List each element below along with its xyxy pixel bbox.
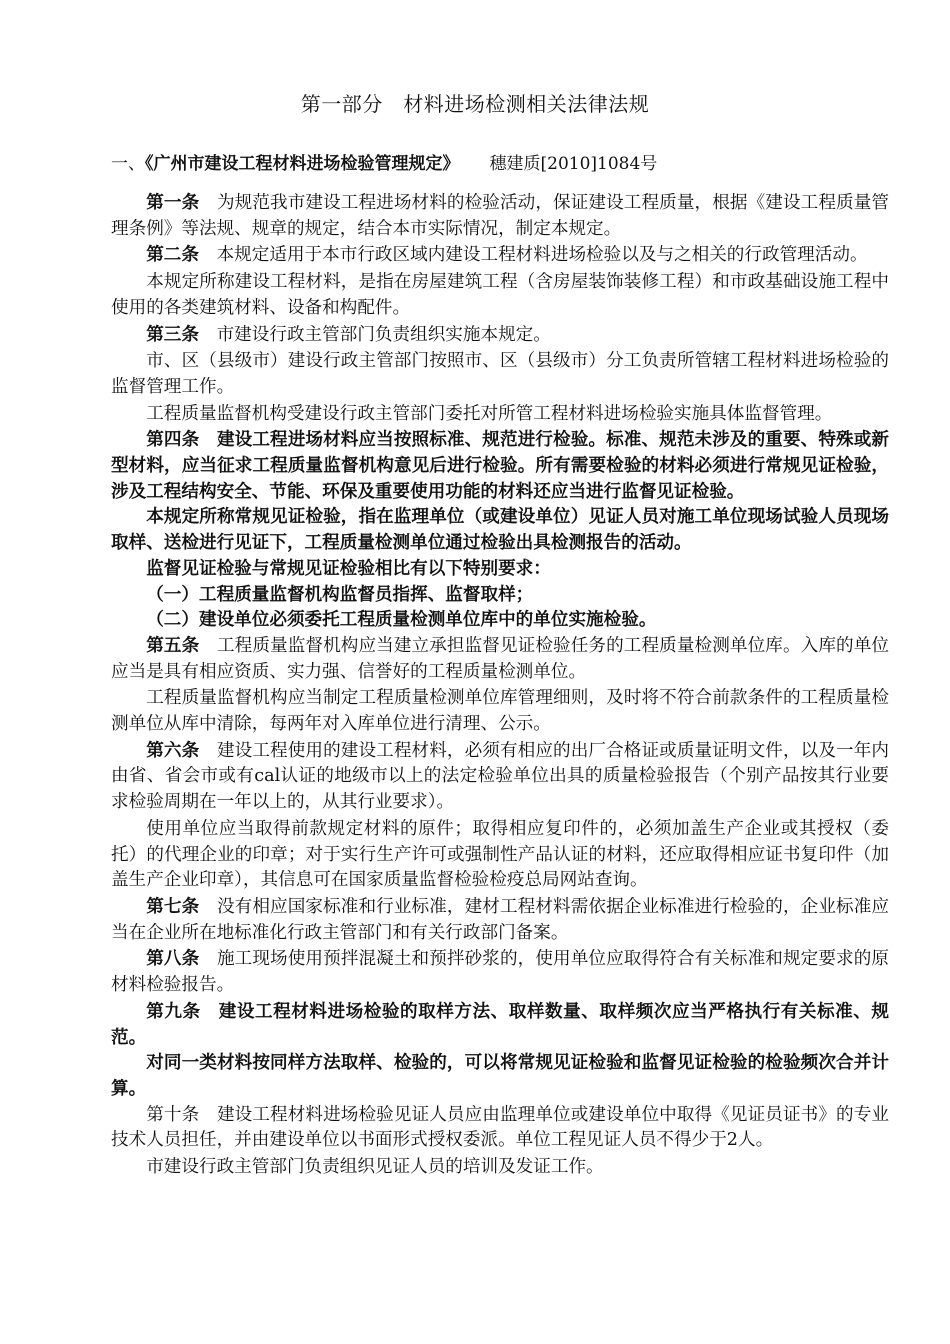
section-heading	[111, 149, 911, 174]
paragraph-text: 建设工程材料进场检验的取样方法、取样数量、取样频次应当严格执行有关标准、规范。	[111, 1000, 889, 1048]
paragraph-text: 建设工程使用的建设工程材料，必须有相应的出厂合格证或质量证明文件，以及一年内由省、省会市或有cal认证的地级市以上的法定检验单位出具的质量检验报告（个别产品按其行业要求检验周期在一年以上的，从其行业要求）。	[111, 740, 889, 813]
article-paragraph	[111, 269, 889, 321]
article-paragraph	[111, 685, 889, 737]
paragraph-text: 本规定适用于本市行政区域内建设工程材料进场检验以及与之相关的行政管理活动。	[198, 245, 868, 266]
article-paragraph	[111, 427, 889, 504]
article-paragraph	[111, 816, 889, 894]
paragraph-text: 本规定所称建设工程材料，是指在房屋建筑工程（含房屋装饰装修工程）和市政基础设施工程中使用的各类建筑材料、设备和构配件。	[111, 272, 889, 318]
paragraph-text: 本规定所称常规见证检验，指在监理单位（或建设单位）见证人员对施工单位现场试验人员现场取样、送检进行见证下，工程质量检测单位通过检验出具检测报告的活动。	[111, 506, 889, 554]
paragraph-text: （二）建设单位必须委托工程质量检测单位库中的单位实施检验。	[146, 609, 657, 631]
paragraph-text: （一）工程质量监督机构监督员指挥、监督取样；	[146, 583, 534, 605]
article-paragraph	[111, 1050, 889, 1101]
paragraph-text: 建设工程进场材料应当按照标准、规范进行检验。标准、规范未涉及的重要、特殊或新型材料，应当征求工程质量监督机构意见后进行检验。所有需要检验的材料必须进行常规见证检验，涉及工程结构安全、节能、环保及重要使用功能的材料还应当进行监督见证检验。	[111, 429, 889, 502]
page-title: 第一部分 材料进场检测相关法律法规	[300, 92, 650, 116]
article-paragraph	[111, 504, 889, 555]
article-paragraph	[111, 1102, 889, 1154]
article-paragraph	[111, 894, 889, 946]
article-number: 第七条	[146, 895, 200, 917]
paragraph-text: 施工现场使用预拌混凝土和预拌砂浆的，使用单位应取得符合有关标准和规定要求的原材料检验报告。	[111, 949, 889, 996]
paragraph-text: 工程质量监督机构受建设行政主管部门委托对所管工程材料进场检验实施具体监督管理。	[146, 403, 833, 424]
document-number: 穗建质[2010]1084号	[489, 154, 658, 174]
article-paragraph	[111, 401, 889, 428]
article-paragraph	[111, 999, 889, 1050]
section-prefix: 一、	[111, 154, 145, 174]
article-paragraph	[111, 607, 889, 633]
paragraph-text: 对同一类材料按同样方法取样、检验的，可以将常规见证检验和监督见证检验的检验频次合并计算。	[111, 1052, 889, 1099]
article-paragraph	[111, 556, 889, 582]
article-number: 第六条	[146, 739, 200, 761]
paragraph-text: 第十条 建设工程材料进场检验见证人员应由监理单位或建设单位中取得《见证员证书》的专业技术人员担任，并由建设单位以书面形式授权委派。单位工程见证人员不得少于2人。	[111, 1104, 889, 1151]
paragraph-text: 没有相应国家标准和行业标准，建材工程材料需依据企业标准进行检验的，企业标准应当在企业所在地标准化行政主管部门和有关行政部门备案。	[111, 896, 889, 943]
article-paragraph	[111, 348, 889, 400]
article-number: 第一条	[146, 192, 200, 213]
paragraph-text: 为规范我市建设工程进场材料的检验活动，保证建设工程质量，根据《建设工程质量管理条例》等法规、规章的规定，结合本市实际情况，制定本规定。	[111, 193, 889, 239]
article-number: 第九条	[146, 1000, 201, 1022]
paragraph-text: 使用单位应当取得前款规定材料的原件；取得相应复印件的，必须加盖生产企业或其授权（委托）的代理企业的印章；对于实行生产许可或强制性产品认证的材料，还应取得相应证书复印件（加盖生产企业印章），其信息可在国家质量监督检验检疫总局网站查询。	[111, 818, 889, 891]
paragraph-text: 工程质量监督机构应当制定工程质量检测单位库管理细则，及时将不符合前款条件的工程质量检测单位从库中清除，每两年对入库单位进行清理、公示。	[111, 688, 889, 735]
article-paragraph	[111, 1154, 889, 1181]
article-number: 第八条	[146, 948, 200, 970]
article-paragraph	[111, 946, 889, 998]
paragraph-text: 工程质量监督机构应当建立承担监督见证检验任务的工程质量检测单位库。入库的单位应当是具有相应资质、实力强、信誉好的工程质量检测单位。	[111, 635, 889, 682]
regulation-body	[111, 190, 889, 1181]
paragraph-text: 市建设行政主管部门负责组织实施本规定。	[198, 324, 551, 345]
article-paragraph	[111, 242, 889, 269]
article-paragraph	[111, 190, 889, 242]
article-number: 第四条	[146, 429, 200, 451]
paragraph-text: 监督见证检验与常规见证检验相比有以下特别要求：	[146, 557, 551, 579]
article-paragraph	[111, 322, 889, 349]
paragraph-text: 市建设行政主管部门负责组织见证人员的培训及发证工作。	[146, 1157, 604, 1178]
article-number: 第三条	[146, 323, 199, 345]
article-paragraph	[111, 738, 889, 816]
article-number: 第二条	[146, 244, 199, 266]
article-number: 第五条	[146, 634, 200, 656]
paragraph-text: 市、区（县级市）建设行政主管部门按照市、区（县级市）分工负责所管辖工程材料进场检验的监督管理工作。	[111, 351, 889, 397]
regulation-name: 《广州市建设工程材料进场检验管理规定》	[145, 154, 460, 174]
article-paragraph	[111, 582, 889, 608]
article-paragraph	[111, 633, 889, 685]
